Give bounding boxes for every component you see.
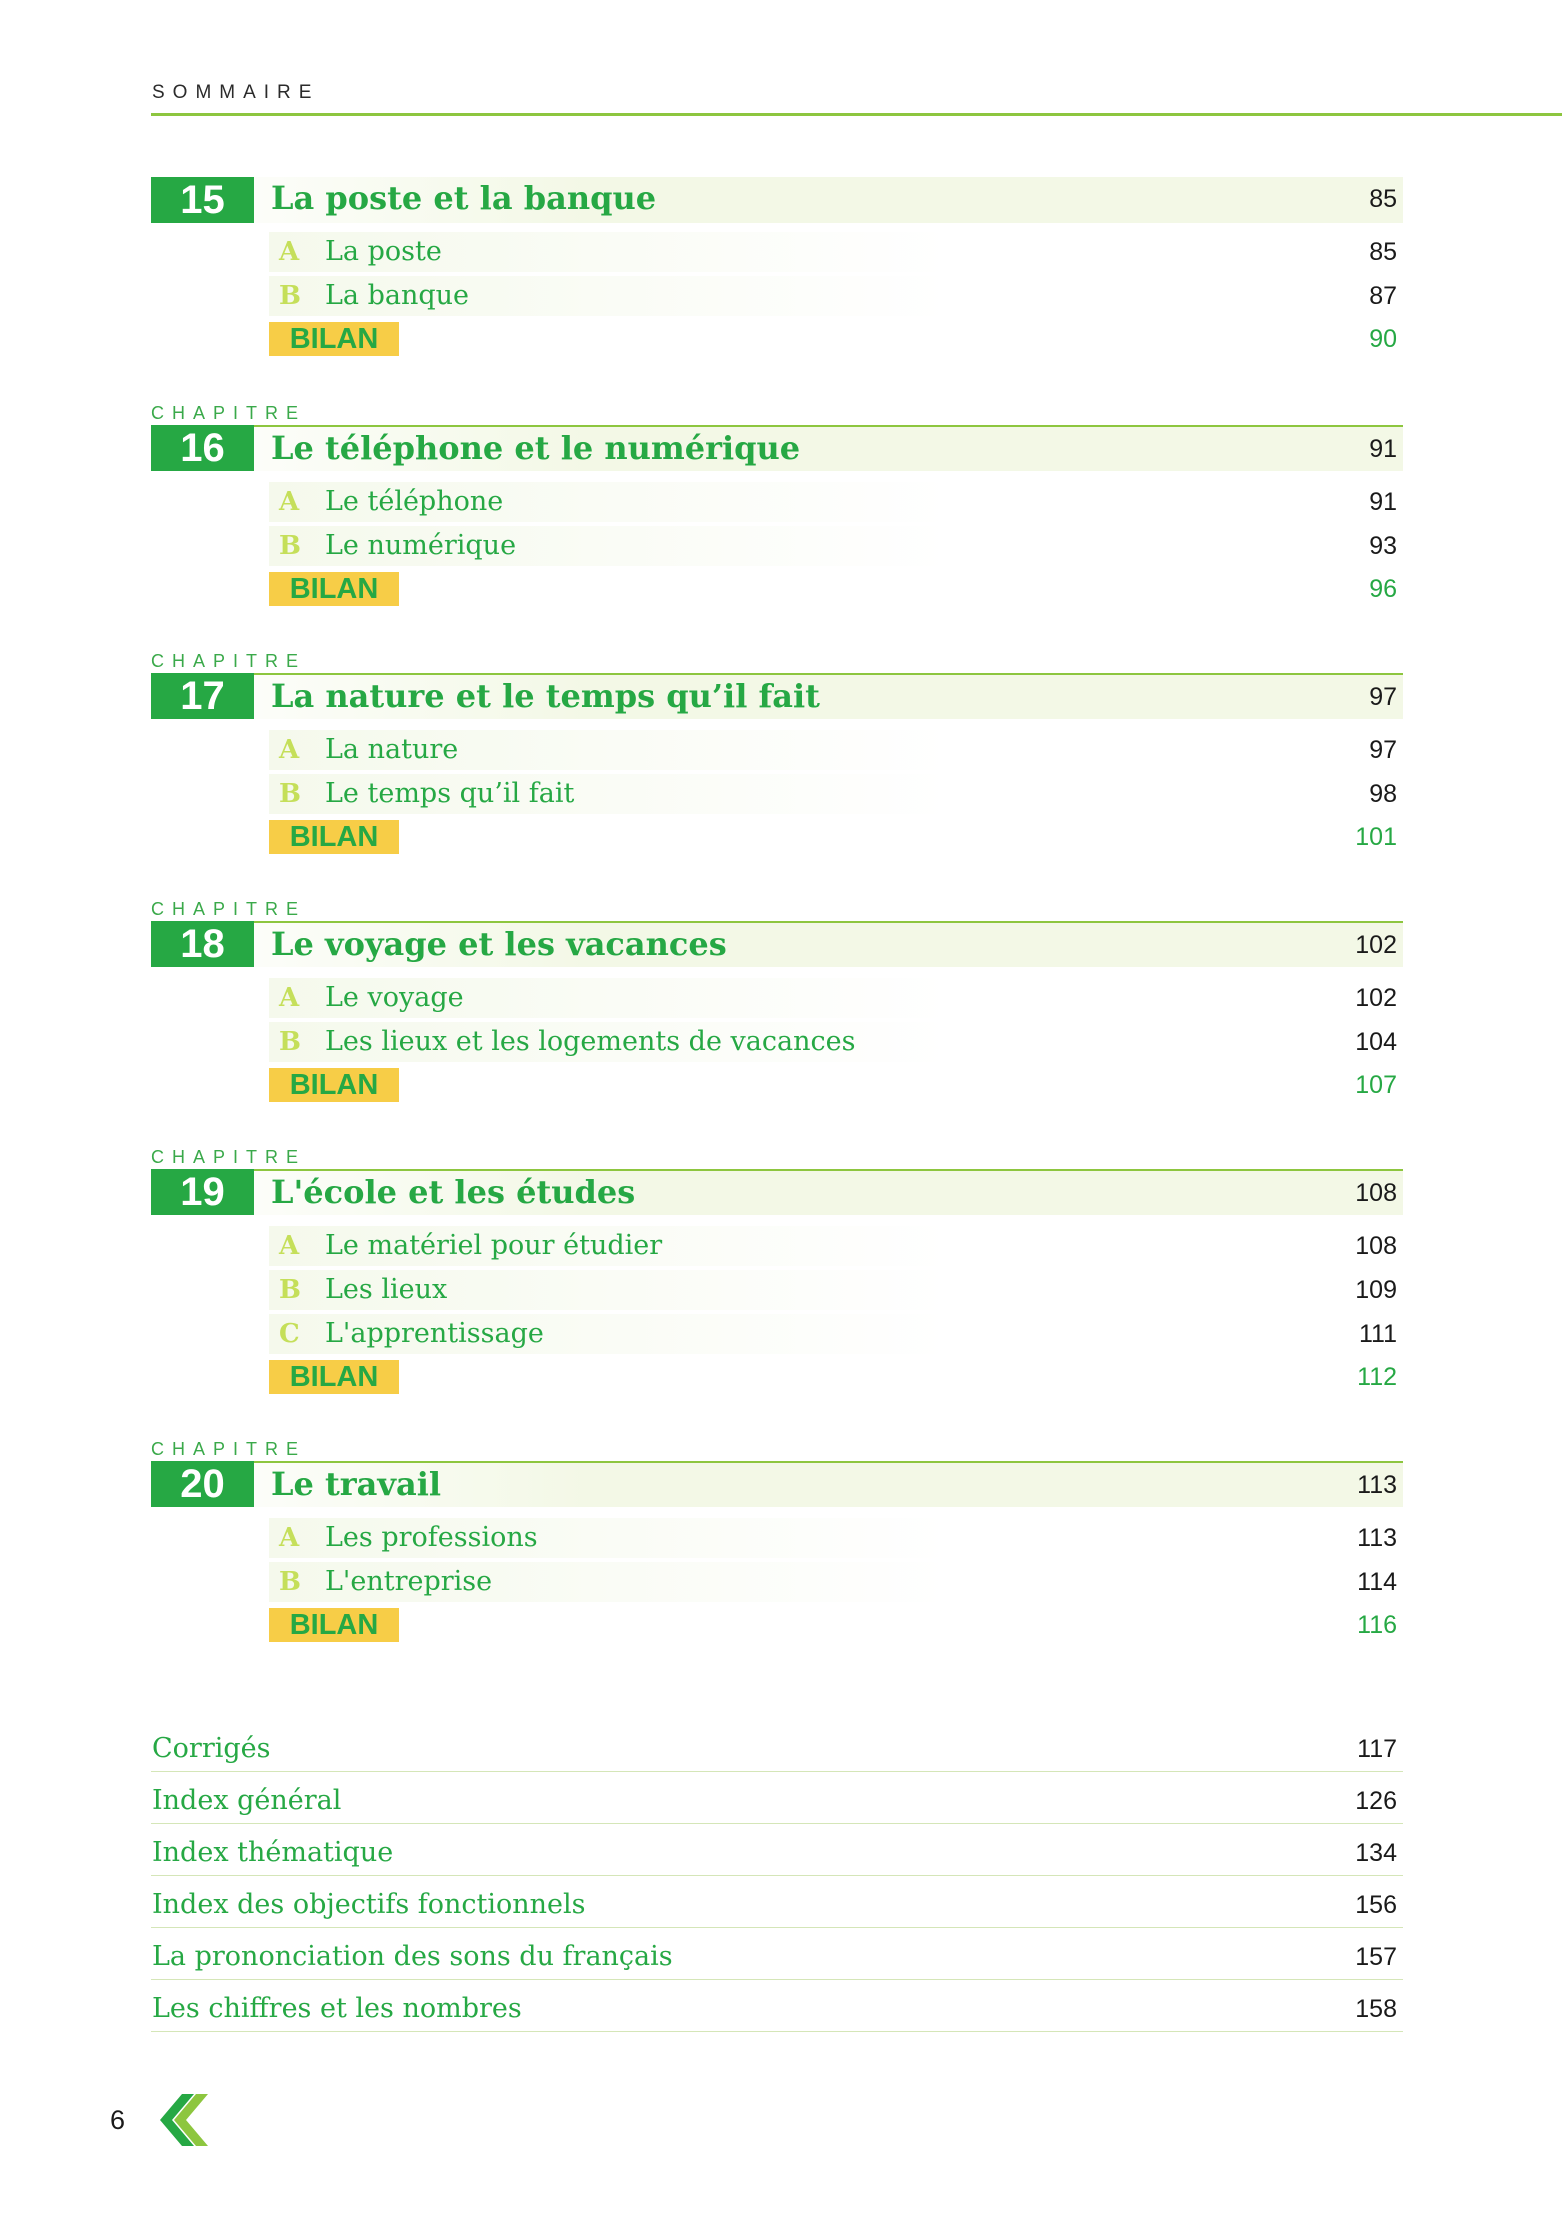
chapter-title: La poste et la banque bbox=[271, 179, 657, 217]
chapter-page: 102 bbox=[1355, 931, 1397, 959]
chapter-number: 16 bbox=[151, 425, 254, 471]
appendix-page: 117 bbox=[1357, 1735, 1397, 1763]
chapter-label: CHAPITRE bbox=[151, 1439, 307, 1459]
bilan-badge: BILAN bbox=[269, 322, 399, 356]
chapter-page: 108 bbox=[1355, 1179, 1397, 1207]
section-letter: A bbox=[279, 1231, 300, 1261]
section-letter: B bbox=[279, 1027, 301, 1057]
section-title: La poste bbox=[325, 236, 442, 267]
section-letter: A bbox=[279, 1523, 300, 1553]
bilan-item[interactable] bbox=[151, 1358, 1403, 1396]
chapter-heading[interactable] bbox=[151, 1169, 1403, 1215]
section-letter: B bbox=[279, 779, 301, 809]
section-title: La banque bbox=[325, 280, 470, 311]
chapter-label: CHAPITRE bbox=[151, 1147, 307, 1167]
section-page: 98 bbox=[1369, 780, 1397, 808]
section-letter: A bbox=[279, 487, 300, 517]
appendix-page: 157 bbox=[1355, 1943, 1397, 1971]
section-item[interactable] bbox=[151, 526, 1403, 566]
bilan-badge: BILAN bbox=[269, 1068, 399, 1102]
bilan-page: 116 bbox=[1357, 1611, 1397, 1639]
appendix-title: Les chiffres et les nombres bbox=[152, 1993, 522, 2024]
bilan-item[interactable] bbox=[151, 320, 1403, 358]
section-letter: A bbox=[279, 983, 300, 1013]
section-item[interactable] bbox=[151, 774, 1403, 814]
section-page: 87 bbox=[1369, 282, 1397, 310]
section-item[interactable] bbox=[151, 482, 1403, 522]
chapter-label: CHAPITRE bbox=[151, 899, 307, 919]
bilan-page: 107 bbox=[1355, 1071, 1397, 1099]
section-title: L'entreprise bbox=[325, 1566, 493, 1597]
appendix-page: 158 bbox=[1355, 1995, 1397, 2023]
section-letter: B bbox=[279, 1567, 301, 1597]
appendix-title: La prononciation des sons du français bbox=[152, 1941, 673, 1972]
section-page: 111 bbox=[1358, 1320, 1397, 1348]
chapter-title: La nature et le temps qu’il fait bbox=[271, 677, 820, 715]
chapter-page: 85 bbox=[1369, 185, 1397, 213]
section-item[interactable] bbox=[151, 232, 1403, 272]
bilan-page: 90 bbox=[1369, 325, 1397, 353]
bilan-item[interactable] bbox=[151, 1606, 1403, 1644]
section-item[interactable] bbox=[151, 730, 1403, 770]
section-item[interactable] bbox=[151, 1226, 1403, 1266]
bilan-item[interactable] bbox=[151, 1066, 1403, 1104]
section-title: Les professions bbox=[325, 1522, 538, 1553]
chapter-title: Le travail bbox=[271, 1465, 442, 1503]
bilan-badge: BILAN bbox=[269, 1360, 399, 1394]
appendix-item-corriges[interactable] bbox=[151, 1720, 1403, 1772]
section-title: Le temps qu’il fait bbox=[325, 778, 575, 809]
section-letter: C bbox=[279, 1319, 300, 1349]
appendix-title: Index des objectifs fonctionnels bbox=[152, 1889, 586, 1920]
appendix-item-chiffres[interactable] bbox=[151, 1980, 1403, 2032]
section-title: Les lieux et les logements de vacances bbox=[325, 1026, 856, 1057]
appendix-item-index-thematique[interactable] bbox=[151, 1824, 1403, 1876]
chapter-page: 97 bbox=[1369, 683, 1397, 711]
chapter-heading[interactable] bbox=[151, 1461, 1403, 1507]
section-header: SOMMAIRE bbox=[152, 82, 320, 103]
section-page: 97 bbox=[1369, 736, 1397, 764]
chapter-number: 19 bbox=[151, 1169, 254, 1215]
section-title: La nature bbox=[325, 734, 459, 765]
section-item[interactable] bbox=[151, 978, 1403, 1018]
bilan-badge: BILAN bbox=[269, 572, 399, 606]
appendix-title: Index général bbox=[152, 1785, 342, 1816]
header-divider bbox=[151, 113, 1562, 116]
section-letter: A bbox=[279, 735, 300, 765]
bilan-page: 112 bbox=[1357, 1363, 1397, 1391]
chapter-label: CHAPITRE bbox=[151, 403, 307, 423]
section-page: 85 bbox=[1369, 238, 1397, 266]
bilan-badge: BILAN bbox=[269, 820, 399, 854]
section-title: L'apprentissage bbox=[325, 1318, 544, 1349]
section-letter: B bbox=[279, 281, 301, 311]
section-letter: A bbox=[279, 237, 300, 267]
chapter-title: L'école et les études bbox=[271, 1173, 636, 1211]
section-item[interactable] bbox=[151, 276, 1403, 316]
section-letter: B bbox=[279, 1275, 301, 1305]
chapter-label: CHAPITRE bbox=[151, 651, 307, 671]
bilan-item[interactable] bbox=[151, 818, 1403, 856]
section-title: Les lieux bbox=[325, 1274, 448, 1305]
section-item[interactable] bbox=[151, 1314, 1403, 1354]
section-item[interactable] bbox=[151, 1022, 1403, 1062]
section-page: 93 bbox=[1369, 532, 1397, 560]
section-item[interactable] bbox=[151, 1562, 1403, 1602]
page-number: 6 bbox=[110, 2105, 126, 2135]
chapter-heading[interactable] bbox=[151, 921, 1403, 967]
appendix-item-prononciation[interactable] bbox=[151, 1928, 1403, 1980]
chapter-page: 91 bbox=[1369, 435, 1397, 463]
chapter-number: 20 bbox=[151, 1461, 254, 1507]
section-title: Le voyage bbox=[325, 982, 464, 1013]
chapter-page: 113 bbox=[1357, 1471, 1397, 1499]
bilan-badge: BILAN bbox=[269, 1608, 399, 1642]
appendix-title: Index thématique bbox=[152, 1837, 394, 1868]
section-title: Le numérique bbox=[325, 530, 517, 561]
section-item[interactable] bbox=[151, 1518, 1403, 1558]
chapter-title: Le voyage et les vacances bbox=[271, 925, 727, 963]
bilan-page: 96 bbox=[1369, 575, 1397, 603]
section-page: 109 bbox=[1355, 1276, 1397, 1304]
bilan-item[interactable] bbox=[151, 570, 1403, 608]
chapter-heading[interactable] bbox=[151, 425, 1403, 471]
section-page: 113 bbox=[1357, 1524, 1397, 1552]
section-title: Le téléphone bbox=[325, 486, 504, 517]
section-page: 114 bbox=[1357, 1568, 1397, 1596]
section-page: 91 bbox=[1369, 488, 1397, 516]
chapter-heading[interactable] bbox=[151, 177, 1403, 223]
appendix-title: Corrigés bbox=[152, 1733, 271, 1764]
section-letter: B bbox=[279, 531, 301, 561]
chapter-number: 17 bbox=[151, 673, 254, 719]
appendix-page: 156 bbox=[1355, 1891, 1397, 1919]
appendix-item-index-objectifs[interactable] bbox=[151, 1876, 1403, 1928]
appendix-page: 126 bbox=[1355, 1787, 1397, 1815]
section-item[interactable] bbox=[151, 1270, 1403, 1310]
section-title: Le matériel pour étudier bbox=[325, 1230, 663, 1261]
section-page: 102 bbox=[1355, 984, 1397, 1012]
chapter-number: 18 bbox=[151, 921, 254, 967]
bilan-page: 101 bbox=[1355, 823, 1397, 851]
chapter-title: Le téléphone et le numérique bbox=[271, 429, 801, 467]
section-page: 104 bbox=[1355, 1028, 1397, 1056]
appendix-item-index-general[interactable] bbox=[151, 1772, 1403, 1824]
appendix-page: 134 bbox=[1355, 1839, 1397, 1867]
section-page: 108 bbox=[1355, 1232, 1397, 1260]
chapter-heading[interactable] bbox=[151, 673, 1403, 719]
chevron-left-icon[interactable] bbox=[156, 2092, 208, 2148]
chapter-number: 15 bbox=[151, 177, 254, 223]
